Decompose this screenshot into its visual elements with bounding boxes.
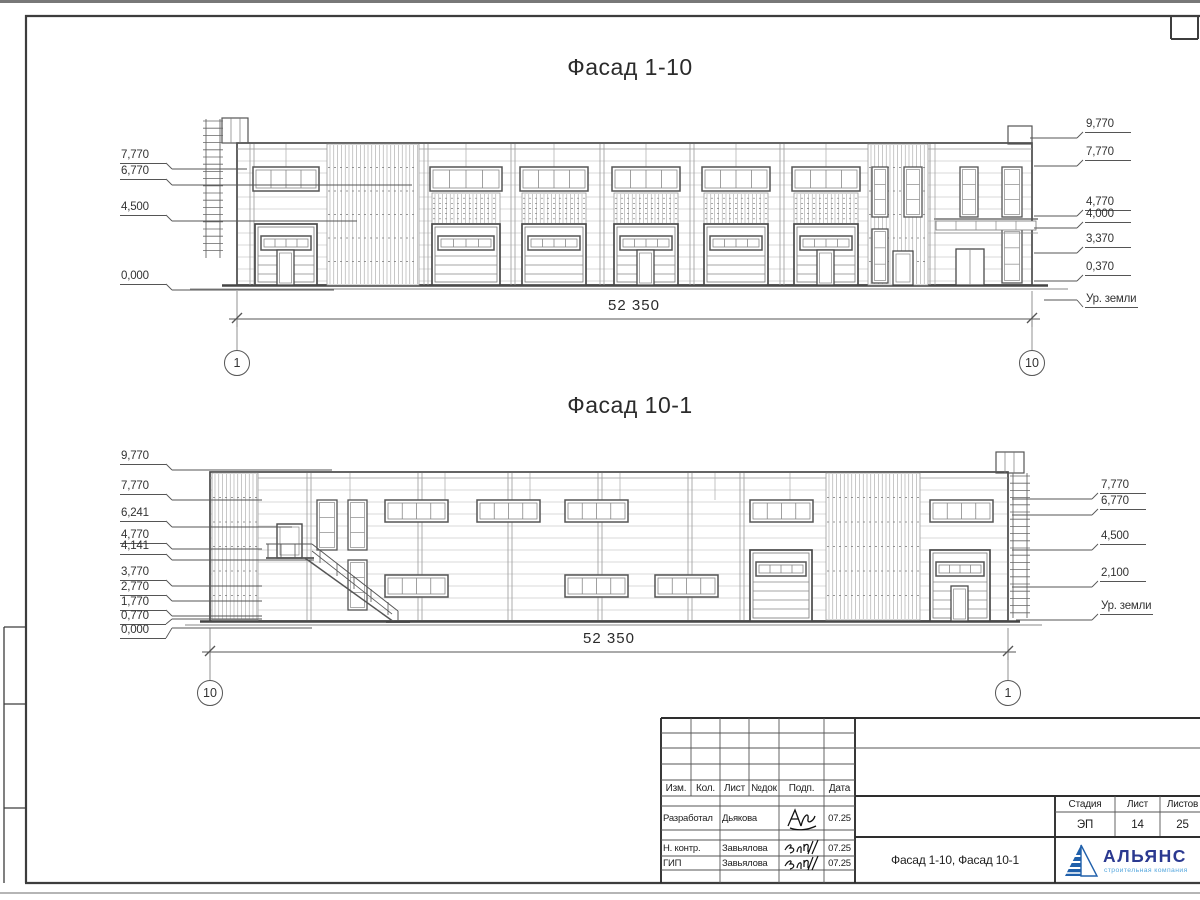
elevation-mark: 7,770 bbox=[1100, 479, 1146, 494]
tb-col-list: Лист bbox=[724, 782, 745, 794]
elevation-mark: 0,770 bbox=[120, 610, 166, 625]
elevation-mark: 3,370 bbox=[1085, 233, 1131, 248]
elevation-mark: 1,770 bbox=[120, 596, 166, 611]
facade-10-1-title: Фасад 10-1 bbox=[567, 392, 693, 418]
elevation-mark: 0,370 bbox=[1085, 261, 1131, 276]
axis-marker-10: 10 bbox=[1019, 350, 1045, 376]
tb-role: Н. контр. bbox=[663, 842, 701, 854]
elevation-mark: 4,500 bbox=[1100, 530, 1146, 545]
logo-tagline: строительная компания bbox=[1104, 867, 1188, 874]
elevation-mark: 2,770 bbox=[120, 581, 166, 596]
tb-sheets-value: 25 bbox=[1176, 818, 1189, 831]
elevation-mark: 7,770 bbox=[1085, 146, 1131, 161]
elevation-mark: 9,770 bbox=[120, 450, 166, 465]
elevation-mark: 4,770 bbox=[1085, 196, 1131, 211]
tb-name: Завьялова bbox=[722, 842, 768, 854]
facade-1-10-title: Фасад 1-10 bbox=[567, 54, 693, 80]
tb-date: 07.25 bbox=[828, 857, 851, 869]
tb-sheet-value: 14 bbox=[1131, 818, 1144, 831]
tb-col-ndok: №док bbox=[751, 782, 777, 794]
ground-level-label: Ур. земли bbox=[1100, 600, 1153, 615]
axis-marker-1: 1 bbox=[224, 350, 250, 376]
logo-text: АЛЬЯНС bbox=[1103, 846, 1187, 866]
dimension-label: 52 350 bbox=[583, 630, 635, 647]
elevation-mark: 3,770 bbox=[120, 566, 166, 581]
tb-name: Дьякова bbox=[722, 812, 757, 824]
tb-role: ГИП bbox=[663, 857, 682, 869]
elevation-mark: 0,000 bbox=[120, 270, 166, 285]
elevation-mark: 7,770 bbox=[120, 480, 166, 495]
logo-pyramid-icon bbox=[1062, 843, 1100, 879]
axis-marker-10: 10 bbox=[197, 680, 223, 706]
tb-col-data: Дата bbox=[828, 782, 851, 794]
elevation-mark: 4,500 bbox=[120, 201, 166, 216]
elevation-mark: 2,100 bbox=[1100, 567, 1146, 582]
tb-role: Разработал bbox=[663, 812, 713, 824]
elevation-mark: 6,241 bbox=[120, 507, 166, 522]
elevation-mark: 4,141 bbox=[120, 540, 166, 555]
tb-col-kol: Кол. bbox=[696, 782, 715, 794]
tb-col-podp: Подп. bbox=[788, 782, 815, 794]
tb-doc-title: Фасад 1-10, Фасад 10-1 bbox=[891, 853, 1019, 867]
tb-date: 07.25 bbox=[828, 812, 851, 824]
signature bbox=[782, 804, 822, 836]
elevation-mark: 6,770 bbox=[1100, 495, 1146, 510]
axis-marker-1: 1 bbox=[995, 680, 1021, 706]
elevation-mark: 6,770 bbox=[120, 165, 166, 180]
tb-date: 07.25 bbox=[828, 842, 851, 854]
tb-stage-value: ЭП bbox=[1076, 818, 1094, 831]
tb-sheets-label: Листов bbox=[1166, 798, 1199, 810]
elevation-mark: 9,770 bbox=[1085, 118, 1131, 133]
tb-col-izm: Изм. bbox=[665, 782, 687, 794]
elevation-mark: 4,770 bbox=[120, 529, 166, 544]
elevation-mark: 4,000 bbox=[1085, 208, 1131, 223]
elevation-mark: 0,000 bbox=[120, 624, 166, 639]
tb-sheet-label: Лист bbox=[1127, 798, 1148, 810]
elevation-mark: 7,770 bbox=[120, 149, 166, 164]
tb-name: Завьялова bbox=[722, 857, 768, 869]
tb-stage-label: Стадия bbox=[1068, 798, 1102, 810]
ground-level-label: Ур. земли bbox=[1085, 293, 1138, 308]
signature bbox=[782, 855, 822, 876]
dimension-label: 52 350 bbox=[608, 297, 660, 314]
